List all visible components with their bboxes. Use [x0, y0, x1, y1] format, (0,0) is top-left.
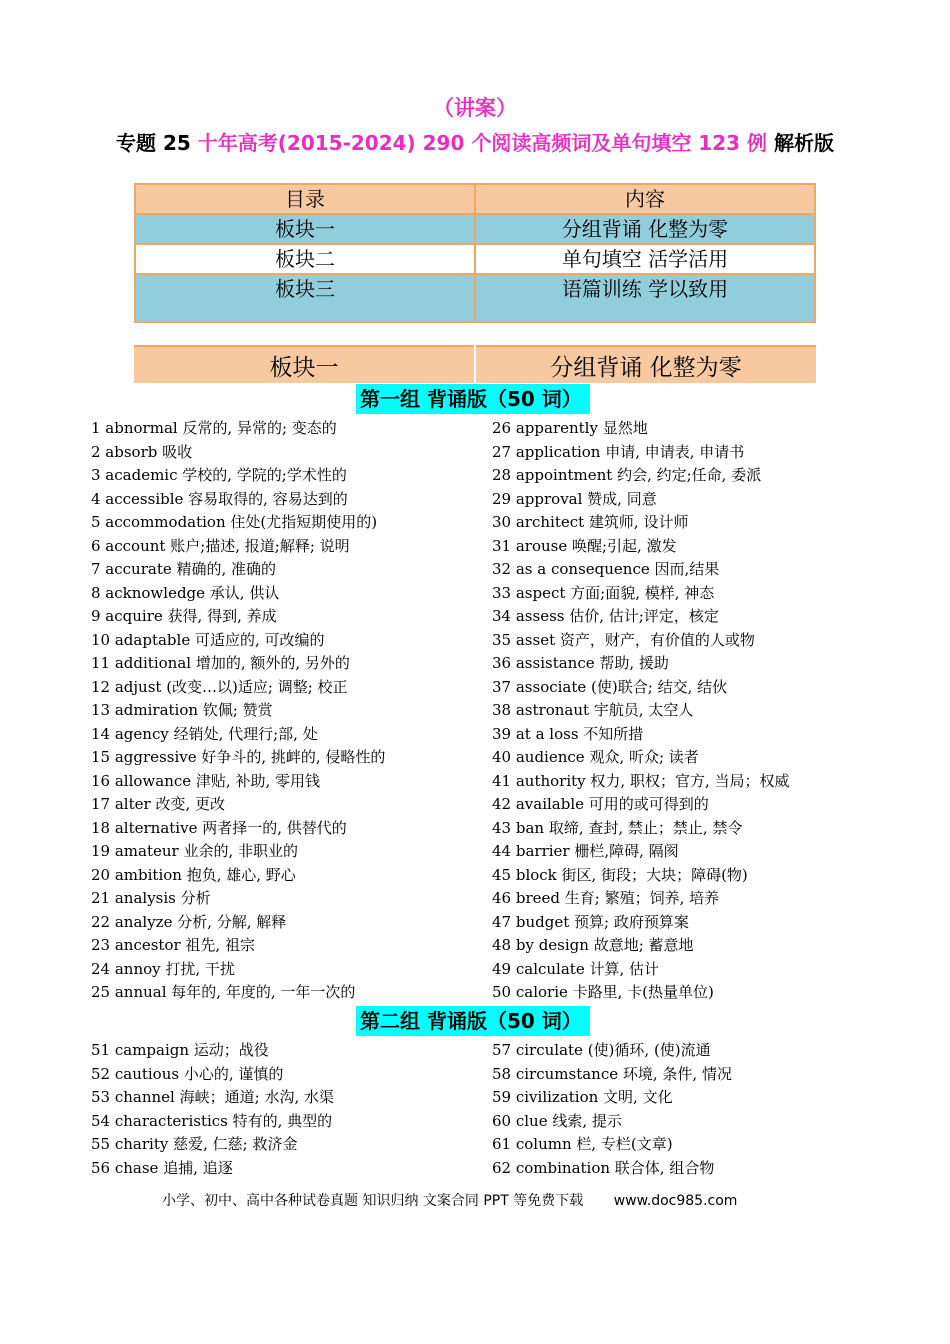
word-entry: 10 adaptable 可适应的, 可改编的 [91, 630, 325, 649]
word-entry: 36 assistance 帮助, 援助 [492, 654, 669, 672]
word-entry: 37 associate (使)联合; 结交, 结伙 [492, 677, 728, 696]
word-entry: 24 annoy 打扰, 干扰 [91, 959, 235, 978]
toc-cell: 单句填空 活学活用 [475, 244, 815, 274]
word-entry: 62 combination 联合体, 组合物 [492, 1158, 715, 1177]
toc-cell: 语篇训练 学以致用 [475, 274, 815, 322]
word-entry: 18 alternative 两者择一的, 供替代的 [91, 818, 347, 837]
word-entry: 15 aggressive 好争斗的, 挑衅的, 侵略性的 [91, 748, 386, 766]
word-entry: 53 channel 海峡；通道; 水沟, 水渠 [91, 1088, 334, 1106]
word-entry: 48 by design 故意地; 蓄意地 [492, 936, 694, 954]
word-entry: 17 alter 改变, 更改 [91, 795, 225, 813]
toc-cell: 板块三 [135, 274, 475, 322]
word-entry: 54 characteristics 特有的, 典型的 [91, 1111, 333, 1130]
word-entry: 6 account 账户;描述, 报道;解释; 说明 [91, 536, 350, 555]
word-entry: 28 appointment 约会, 约定;任命, 委派 [492, 466, 762, 484]
word-entry: 11 additional 增加的, 额外的, 另外的 [91, 654, 350, 672]
page-title [0, 127, 950, 156]
word-entry: 59 civilization 文明, 文化 [492, 1088, 673, 1106]
word-entry: 1 abnormal 反常的, 异常的; 变态的 [91, 419, 337, 437]
group-label: 第二组 背诵版（50 词） [356, 1006, 590, 1036]
footer-url[interactable]: www.doc985.com [613, 1193, 738, 1209]
word-entry: 29 approval 赞成, 同意 [492, 489, 657, 508]
word-entry: 23 ancestor 祖先, 祖宗 [91, 936, 255, 954]
word-entry: 27 application 申请, 申请表, 申请书 [492, 442, 745, 461]
word-entry: 56 chase 追捕, 追逐 [91, 1158, 233, 1177]
word-entry: 42 available 可用的或可得到的 [492, 795, 709, 813]
title-highlight: 十年高考(2015-2024) 290 个阅读高频词及单句填空 123 例 [197, 131, 768, 155]
word-entry: 20 ambition 抱负, 雄心, 野心 [91, 865, 296, 884]
word-entry: 47 budget 预算; 政府预算案 [492, 912, 689, 931]
word-entry: 61 column 栏, 专栏(文章) [492, 1135, 673, 1153]
word-entry: 40 audience 观众, 听众; 读者 [492, 748, 699, 766]
footer-text: 小学、初中、高中各种试卷真题 知识归纳 文案合同 PPT 等免费下载 [162, 1193, 584, 1209]
footer [162, 1190, 737, 1210]
word-entry: 5 accommodation 住处(尤指短期使用的) [91, 513, 378, 531]
word-list-left [91, 1039, 334, 1180]
word-entry: 60 clue 线索, 提示 [492, 1111, 622, 1130]
title-suffix: 解析版 [774, 131, 834, 155]
word-entry: 50 calorie 卡路里, 卡(热量单位) [492, 983, 714, 1001]
word-entry: 13 admiration 钦佩; 赞赏 [91, 701, 273, 719]
toc-row [135, 274, 815, 322]
toc-row [135, 244, 815, 274]
section-left: 板块一 [134, 346, 475, 383]
section-right: 分组背诵 化整为零 [475, 346, 816, 383]
word-entry: 16 allowance 津贴, 补助, 零用钱 [91, 771, 320, 790]
subtitle: （讲案） [433, 96, 517, 120]
word-list-right [492, 1039, 732, 1180]
word-entry: 8 acknowledge 承认, 供认 [91, 583, 280, 602]
word-entry: 44 barrier 栅栏,障碍, 隔阂 [492, 842, 679, 860]
word-entry: 46 breed 生育; 繁殖；饲养, 培养 [492, 889, 720, 907]
word-entry: 35 asset 资产，财产，有价值的人或物 [492, 630, 755, 649]
word-entry: 43 ban 取缔, 查封, 禁止；禁止, 禁令 [492, 818, 743, 837]
word-entry: 41 authority 权力, 职权；官方, 当局；权威 [492, 771, 790, 790]
toc-cell: 分组背诵 化整为零 [475, 214, 815, 244]
word-list-left [91, 417, 385, 1005]
section-header [134, 345, 816, 383]
toc-row [135, 214, 815, 244]
toc-header-row [135, 184, 815, 214]
word-entry: 55 charity 慈爱, 仁慈; 救济金 [91, 1135, 298, 1153]
word-entry: 33 aspect 方面;面貌, 模样, 神态 [492, 583, 715, 602]
toc-header-cell: 目录 [135, 184, 475, 214]
word-entry: 4 accessible 容易取得的, 容易达到的 [91, 489, 348, 508]
word-entry: 9 acquire 获得, 得到, 养成 [91, 607, 277, 625]
word-entry: 57 circulate (使)循环, (使)流通 [492, 1041, 711, 1059]
word-entry: 52 cautious 小心的, 谨慎的 [91, 1064, 284, 1083]
word-entry: 7 accurate 精确的, 准确的 [91, 560, 277, 578]
word-entry: 19 amateur 业余的, 非职业的 [91, 842, 299, 860]
word-entry: 31 arouse 唤醒;引起, 激发 [492, 536, 677, 555]
toc-cell: 板块二 [135, 244, 475, 274]
word-entry: 58 circumstance 环境, 条件, 情况 [492, 1064, 732, 1083]
word-list-right [492, 417, 790, 1005]
word-entry: 12 adjust (改变…以)适应; 调整; 校正 [91, 677, 348, 696]
word-entry: 51 campaign 运动；战役 [91, 1041, 269, 1059]
toc-cell: 板块一 [135, 214, 475, 244]
word-entry: 45 block 街区, 街段；大块；障碍(物) [492, 865, 748, 884]
word-entry: 26 apparently 显然地 [492, 419, 648, 437]
word-entry: 49 calculate 计算, 估计 [492, 959, 660, 978]
word-entry: 2 absorb 吸收 [91, 442, 193, 461]
word-entry: 38 astronaut 宇航员, 太空人 [492, 701, 694, 719]
word-entry: 32 as a consequence 因而,结果 [492, 560, 720, 578]
word-entry: 22 analyze 分析, 分解, 解释 [91, 912, 287, 931]
word-entry: 3 academic 学校的, 学院的;学术性的 [91, 466, 347, 484]
toc-header-cell: 内容 [475, 184, 815, 214]
title-prefix: 专题 25 [116, 131, 191, 155]
word-entry: 30 architect 建筑师, 设计师 [492, 513, 689, 531]
word-entry: 14 agency 经销处, 代理行;部, 处 [91, 724, 318, 743]
group-label: 第一组 背诵版（50 词） [356, 384, 590, 414]
word-entry: 34 assess 估价, 估计;评定，核定 [492, 607, 719, 625]
word-entry: 39 at a loss 不知所措 [492, 724, 644, 743]
toc-table [134, 183, 816, 323]
word-entry: 21 analysis 分析 [91, 889, 211, 907]
word-entry: 25 annual 每年的, 年度的, 一年一次的 [91, 983, 356, 1001]
